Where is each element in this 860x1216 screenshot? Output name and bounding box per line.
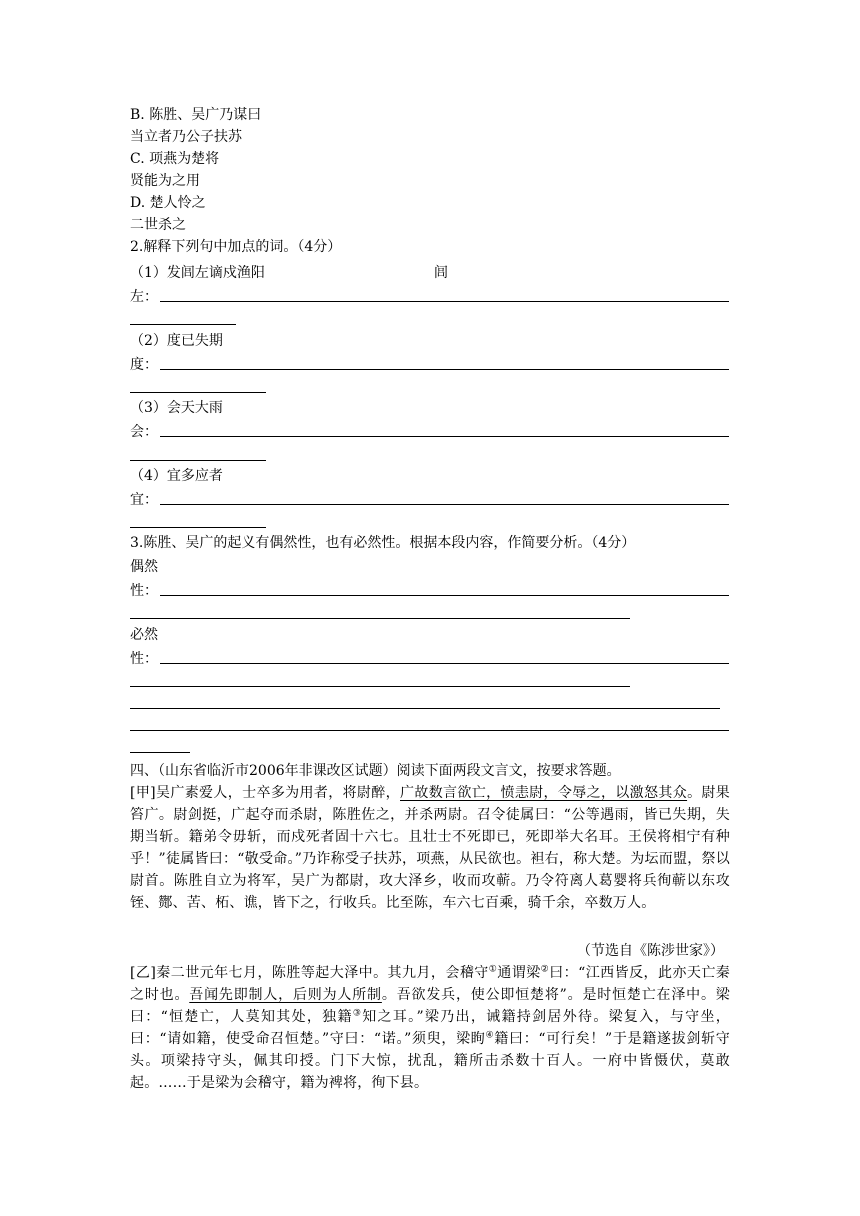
- q2-item-1-extra: 闾: [434, 265, 448, 281]
- q2-item-2-label: 度：: [130, 357, 158, 373]
- passage-jia: [甲]吴广素爱人，士卒多为用者，将尉醉，广故数言欲亡，愤恚尉，令辱之，以激怒其众。尉果笞广。尉剑挺，广起夺而杀尉，陈胜佐之，并杀两尉。召令徒属曰：“公等遇雨，皆已失期，失期当斩。籍弟令毋斩，而戍死者固十六七。且壮士不死即已，死即举大名耳。王侯将相宁有种乎！”徒属皆曰：“敬受命。”乃诈称受子扶苏，项燕，从民欲也。袒右，称大楚。为坛而盟，祭以尉首。陈胜自立为将军，吴广为都尉，攻大泽乡，收而攻蕲。乃令符离人葛婴将兵徇蕲以东攻铚、酂、苦、柘、谯，皆下之，行收兵。比至陈，车六七百乘，骑千余，卒数万人。: [130, 785, 730, 911]
- option-d-label: D. 楚人怜之: [130, 195, 206, 211]
- answer-line[interactable]: [130, 730, 729, 731]
- option-c-text: 贤能为之用: [130, 173, 200, 189]
- answer-line[interactable]: [130, 324, 236, 325]
- question-3-title: 3.陈胜、吴广的起义有偶然性，也有必然性。根据本段内容，作简要分析。（4分）: [130, 535, 636, 551]
- q3-accidental-label: 偶然: [130, 559, 158, 575]
- q2-item-3-sentence: （3）会天大雨: [130, 400, 223, 416]
- answer-line[interactable]: [130, 708, 720, 709]
- answer-line[interactable]: [130, 752, 190, 753]
- answer-line[interactable]: [160, 436, 729, 437]
- underlined-sentence: 吾闻先即制人，后则为人所制: [189, 987, 382, 1003]
- underlined-sentence: 广故数言欲亡，愤恚尉，令辱之，以激怒其众: [400, 785, 688, 801]
- q3-inevitable-label: 必然: [130, 627, 158, 643]
- section-4-heading: 四、（山东省临沂市2006年非课改区试题）阅读下面两段文言文，按要求答题。: [130, 763, 621, 779]
- answer-line[interactable]: [130, 686, 630, 687]
- option-c-label: C. 项燕为楚将: [130, 151, 220, 167]
- q2-item-1-sentence: （1）发闾左谪戍渔阳: [130, 265, 265, 281]
- q3-accidental-suffix: 性：: [130, 583, 158, 599]
- passage-yi: [乙]秦二世元年七月，陈胜等起大泽中。其九月，会稽守①通谓梁②曰：“江西皆反，此亦天亡秦之时也。吾闻先即制人，后则为人所制。吾欲发兵，使公即恒楚将”。是时恒楚亡在泽中。梁曰：“恒楚亡，人莫知其处，独籍③知之耳。”梁乃出，诫籍持剑居外待。梁复入，与守坐，曰：“请如籍，使受命召恒楚。”守曰：“诺。”须臾，梁眴④籍曰：“可行矣！”于是籍遂拔剑斩守头。项梁持守头，佩其印授。门下大惊，扰乱，籍所击杀数十百人。一府中皆慑伏，莫敢起。……于是梁为会稽守，籍为裨将，徇下县。: [130, 964, 730, 1091]
- answer-line[interactable]: [160, 369, 729, 370]
- option-b-text: 当立者乃公子扶苏: [130, 129, 242, 145]
- option-b-label: B. 陈胜、吴广乃谋曰: [130, 107, 262, 123]
- q3-inevitable-suffix: 性：: [130, 651, 158, 667]
- option-d-text: 二世杀之: [130, 217, 186, 233]
- q2-item-2-sentence: （2）度已失期: [130, 333, 223, 349]
- answer-line[interactable]: [130, 618, 630, 619]
- q2-item-4-sentence: （4）宜多应者: [130, 468, 223, 484]
- q2-item-4-label: 宜：: [130, 492, 158, 508]
- answer-line[interactable]: [160, 504, 729, 505]
- answer-line[interactable]: [130, 527, 266, 528]
- passage-source: （节选自《陈涉世家》）: [577, 943, 724, 959]
- answer-line[interactable]: [160, 301, 729, 302]
- answer-line[interactable]: [130, 392, 266, 393]
- question-2-title: 2.解释下列句中加点的词。（4分）: [130, 239, 342, 255]
- q2-item-1-label: 左：: [130, 289, 158, 305]
- answer-line[interactable]: [130, 460, 266, 461]
- answer-line[interactable]: [160, 595, 729, 596]
- answer-line[interactable]: [160, 663, 729, 664]
- q2-item-3-label: 会：: [130, 424, 158, 440]
